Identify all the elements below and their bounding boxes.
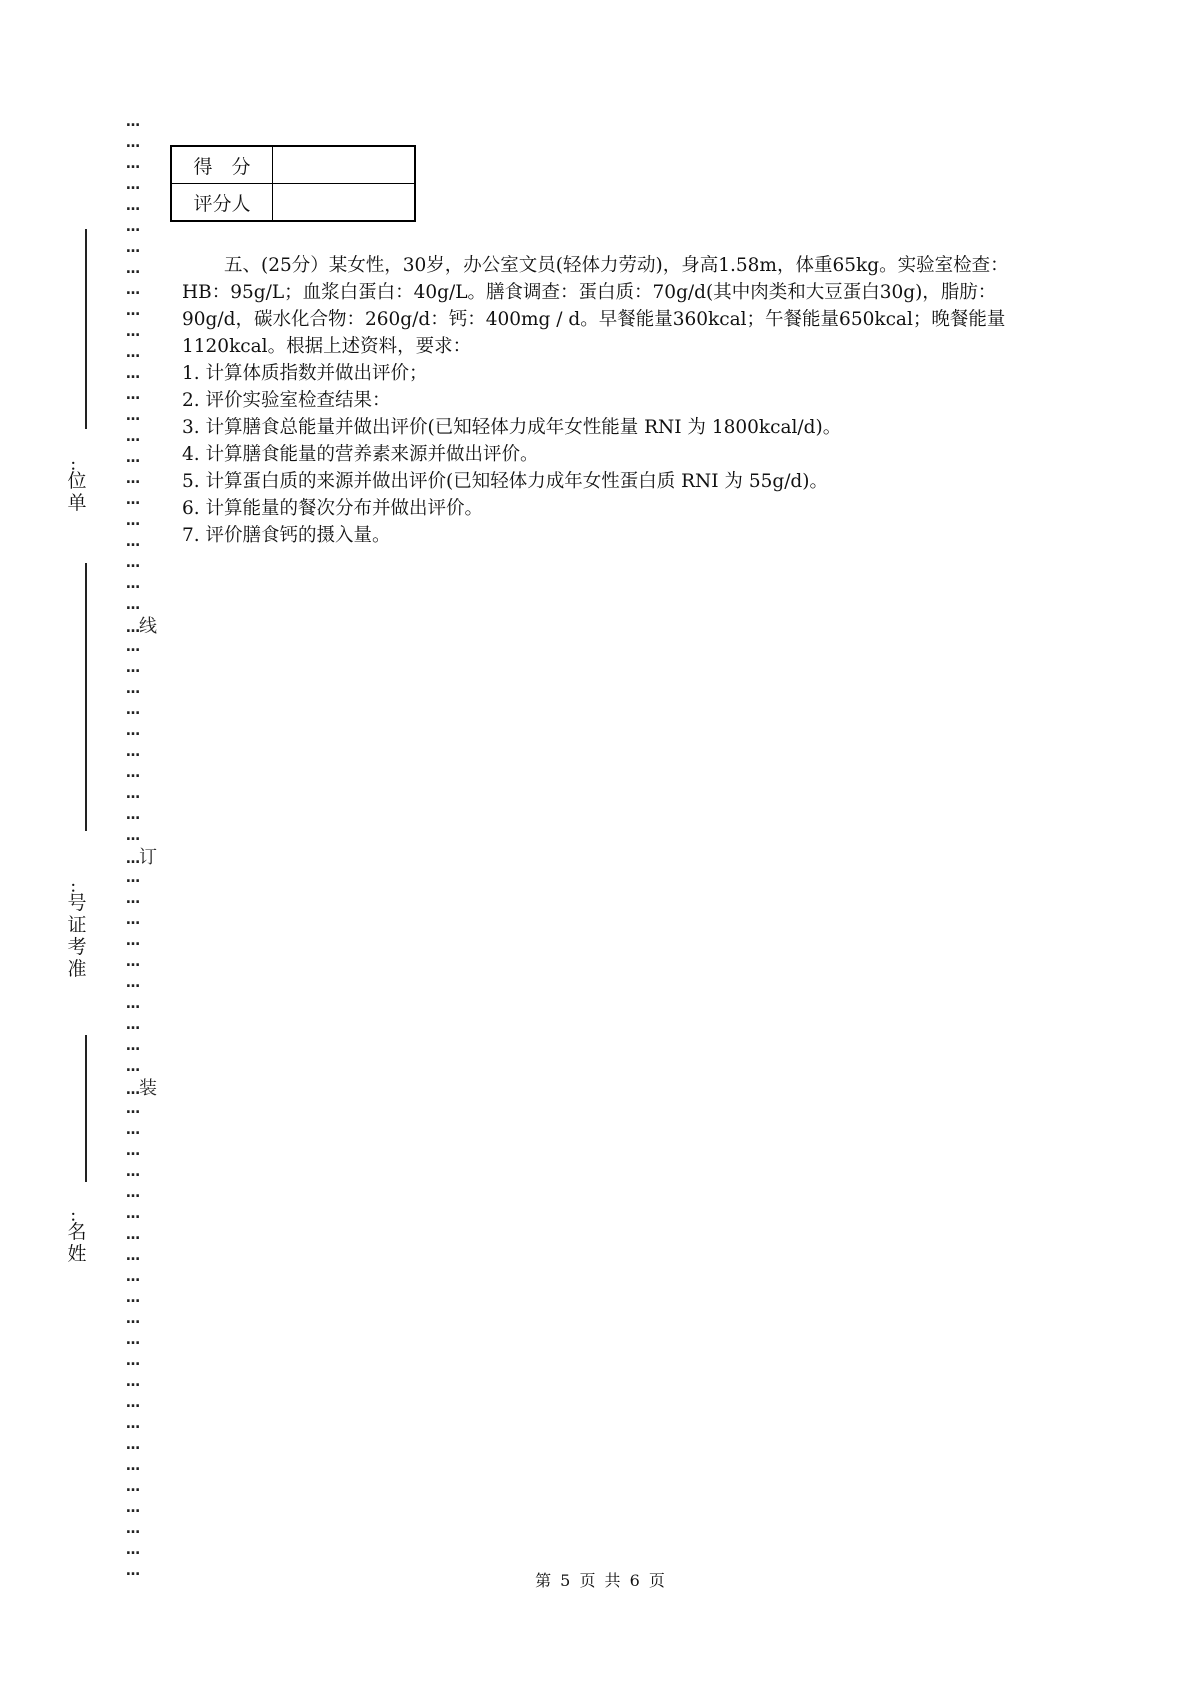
dot-mark: …: [126, 996, 139, 1012]
dot-mark: …: [126, 660, 139, 676]
dot-mark: …: [126, 639, 139, 655]
scorer-label: 评分人: [171, 184, 273, 222]
dot-mark: …: [126, 219, 139, 235]
dot-mark: …: [126, 1143, 139, 1159]
dot-mark: …: [126, 1374, 139, 1390]
dot-mark: …: [126, 1437, 139, 1453]
dot-mark: …: [126, 744, 139, 760]
dot-mark: …: [126, 282, 139, 298]
field-label-unit: [66, 458, 88, 514]
dot-mark: …: [126, 597, 139, 613]
field-colon: ：: [70, 1209, 84, 1225]
question-intro: 五、(25分）某女性，30岁，办公室文员(轻体力劳动)，身高1.58m，体重65kg。实验室检查：HB：95g/L；血浆白蛋白：40g/L。膳食调查：蛋白质：70g/d(其中肉类和大豆蛋白30g)，脂肪：90g/d，碳水化合物：260g/d：钙：400mg / d。早餐能量360kcal；午餐能量650kcal；晚餐能量1120kcal。根据上述资料，要求：: [182, 255, 1009, 357]
dot-mark: …: [126, 1353, 139, 1369]
dot-mark: …: [126, 1164, 139, 1180]
dot-mark: …: [126, 807, 139, 823]
question-item-2: 2. 评价实验室检查结果：: [182, 390, 391, 411]
dot-mark: …: [126, 1038, 139, 1054]
dot-mark: …: [126, 387, 139, 403]
dot-mark: …: [126, 1017, 139, 1033]
question-item-4: 4. 计算膳食能量的营养素来源并做出评价。: [182, 444, 539, 465]
dot-mark: …: [126, 555, 139, 571]
dot-mark: …: [126, 1542, 139, 1558]
dot-mark: …: [126, 1101, 139, 1117]
dot-mark: …: [126, 1521, 139, 1537]
field-colon: ：: [70, 458, 84, 474]
scorer-value-field[interactable]: [273, 184, 416, 222]
question-section: [182, 252, 1022, 549]
score-box: [170, 145, 416, 222]
field-text: 号证考准: [67, 892, 87, 980]
binding-mark-staple: …订: [126, 847, 157, 868]
dot-mark: …: [126, 198, 139, 214]
dot-mark: …: [126, 513, 139, 529]
dot-mark: …: [126, 786, 139, 802]
dot-mark: …: [126, 114, 139, 130]
dot-mark: …: [126, 345, 139, 361]
question-item-5: 5. 计算蛋白质的来源并做出评价(已知轻体力成年女性蛋白质 RNI 为 55g/d)。: [182, 471, 828, 492]
dot-mark: …: [126, 1185, 139, 1201]
dot-mark: …: [126, 261, 139, 277]
dot-mark: …: [126, 1248, 139, 1264]
dot-mark: …: [126, 1269, 139, 1285]
dot-mark: …: [126, 1395, 139, 1411]
dot-mark: …: [126, 1227, 139, 1243]
dot-mark: …: [126, 429, 139, 445]
field-text: 位单: [67, 470, 87, 514]
dot-mark: …: [126, 135, 139, 151]
page-number: 第 5 页 共 6 页: [535, 1571, 665, 1590]
dot-mark: …: [126, 828, 139, 844]
dot-mark: …: [126, 1563, 139, 1579]
field-text: 名姓: [67, 1221, 87, 1265]
dot-mark: …: [126, 366, 139, 382]
dot-mark: …: [126, 492, 139, 508]
dot-mark: …: [126, 1479, 139, 1495]
binding-mark-line: …线: [126, 616, 157, 637]
dot-mark: …: [126, 765, 139, 781]
dot-mark: …: [126, 975, 139, 991]
field-label-exam-id: [66, 880, 88, 980]
binding-mark-bind: …装: [126, 1078, 157, 1099]
dot-mark: …: [126, 1500, 139, 1516]
dot-mark: …: [126, 702, 139, 718]
dot-mark: …: [126, 303, 139, 319]
question-item-7: 7. 评价膳食钙的摄入量。: [182, 525, 391, 546]
question-item-6: 6. 计算能量的餐次分布并做出评价。: [182, 498, 484, 519]
dot-mark: …: [126, 1458, 139, 1474]
dot-mark: …: [126, 1416, 139, 1432]
dot-mark: …: [126, 534, 139, 550]
dot-mark: …: [126, 576, 139, 592]
score-label: 得 分: [171, 146, 273, 184]
field-line-unit-bottom: [85, 563, 87, 831]
dot-mark: …: [126, 471, 139, 487]
dot-mark: …: [126, 1122, 139, 1138]
dot-mark: …: [126, 1059, 139, 1075]
field-line-exam-id: [85, 1035, 87, 1182]
dot-mark: …: [126, 723, 139, 739]
dot-mark: …: [126, 1290, 139, 1306]
binding-dotted-line: [126, 112, 157, 1582]
dot-mark: …: [126, 681, 139, 697]
dot-mark: …: [126, 156, 139, 172]
dot-mark: …: [126, 891, 139, 907]
dot-mark: …: [126, 408, 139, 424]
dot-mark: …: [126, 450, 139, 466]
dot-mark: …: [126, 240, 139, 256]
dot-mark: …: [126, 177, 139, 193]
dot-mark: …: [126, 933, 139, 949]
dot-mark: …: [126, 1332, 139, 1348]
question-item-3: 3. 计算膳食总能量并做出评价(已知轻体力成年女性能量 RNI 为 1800kcal/d)。: [182, 417, 842, 438]
dot-mark: …: [126, 870, 139, 886]
dot-mark: …: [126, 912, 139, 928]
field-line-unit-top: [85, 229, 87, 429]
score-value-field[interactable]: [273, 146, 416, 184]
field-colon: ：: [70, 880, 84, 896]
dot-mark: …: [126, 324, 139, 340]
question-item-1: 1. 计算体质指数并做出评价；: [182, 363, 428, 384]
dot-mark: …: [126, 1206, 139, 1222]
dot-mark: …: [126, 1311, 139, 1327]
dot-mark: …: [126, 954, 139, 970]
field-label-name: [66, 1209, 88, 1265]
